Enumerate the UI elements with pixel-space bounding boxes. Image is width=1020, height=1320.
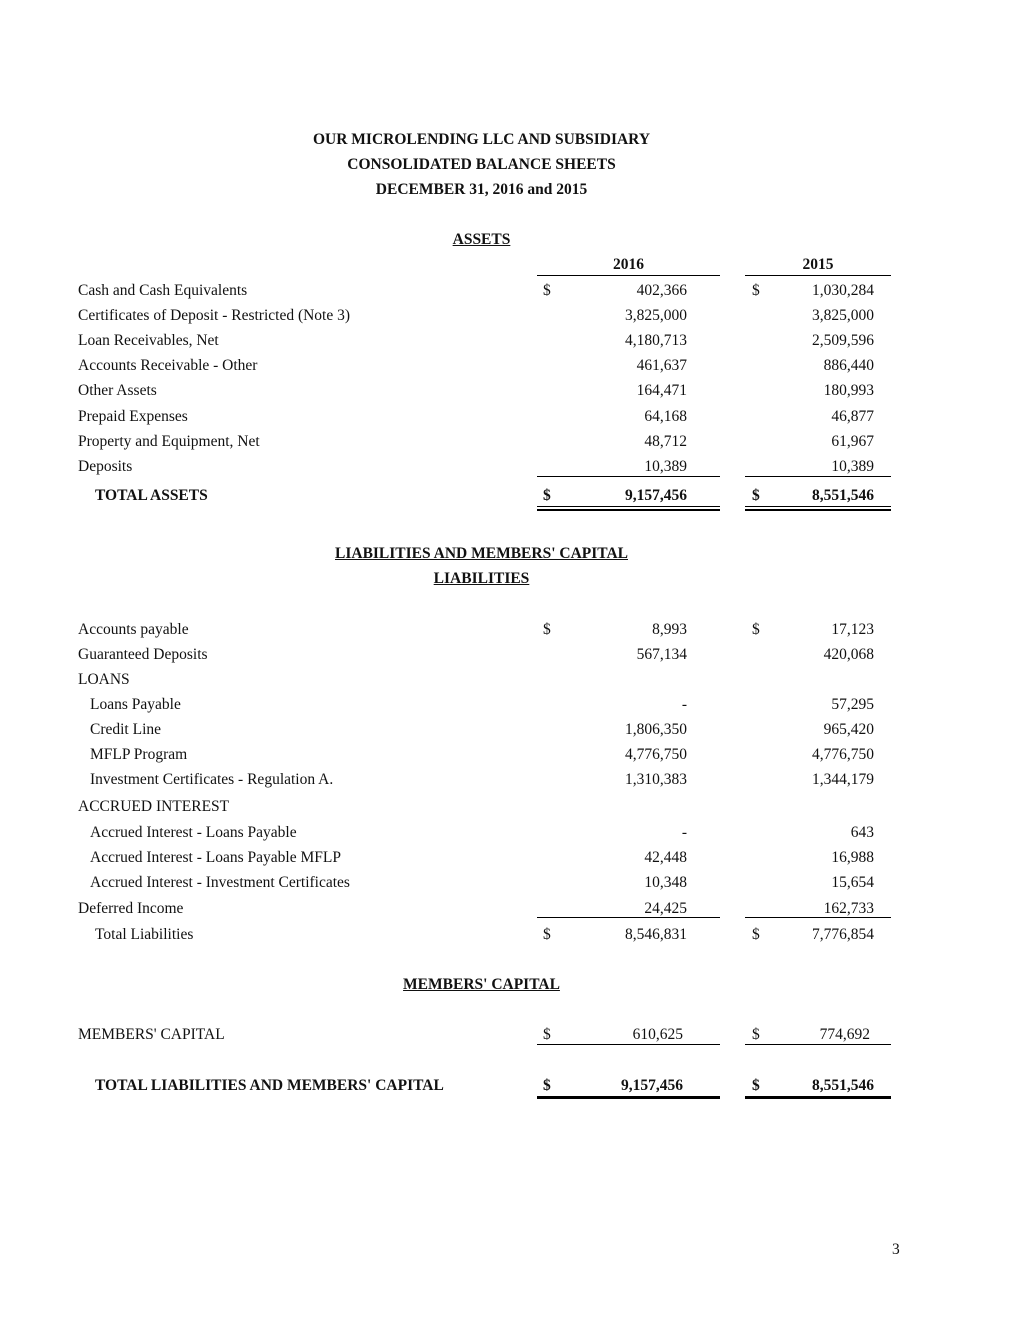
- liabilities-label: Accounts payable: [78, 621, 189, 638]
- column-header-2015: 2015: [802, 256, 834, 273]
- total-liabilities-2016: 8,546,831: [625, 926, 687, 943]
- assets-value-2015: 46,877: [831, 407, 874, 425]
- total-assets-label: TOTAL ASSETS: [95, 487, 208, 504]
- assets-value-2015: 61,967: [831, 432, 874, 450]
- total-assets-currency-2016: $: [543, 487, 551, 504]
- liabilities-subtotal-rule-2015: [745, 917, 891, 918]
- liabilities-heading: LIABILITIES: [433, 570, 530, 587]
- assets-label: Other Assets: [78, 382, 157, 400]
- total-liabilities-currency-2015: $: [752, 926, 760, 943]
- liabilities-value-2016: 1,806,350: [625, 721, 687, 738]
- liabilities-label: Loans Payable: [90, 696, 181, 713]
- statement-date: DECEMBER 31, 2016 and 2015: [375, 181, 588, 198]
- assets-subtotal-rule-2015: [745, 476, 891, 477]
- assets-label: Accounts Receivable - Other: [78, 357, 258, 375]
- grand-total-rule-2015: [745, 1096, 891, 1099]
- assets-value-2015: 3,825,000: [812, 307, 874, 325]
- members-capital-heading: MEMBERS' CAPITAL: [403, 976, 560, 993]
- grand-total-rule-2016: [537, 1096, 720, 1099]
- liabilities-value-2015: 16,988: [831, 849, 874, 866]
- members-capital-2016: 610,625: [632, 1026, 683, 1043]
- assets-label: Certificates of Deposit - Restricted (Note 3): [78, 307, 351, 325]
- assets-currency-2015: $: [752, 282, 760, 299]
- liabilities-label: Credit Line: [90, 721, 162, 738]
- liabilities-currency-2015: $: [752, 621, 760, 638]
- liabilities-label: Accrued Interest - Investment Certificates: [90, 874, 350, 891]
- liabilities-value-2015: 57,295: [831, 696, 874, 713]
- members-capital-currency-2015: $: [752, 1026, 760, 1043]
- liabilities-value-2015: 162,733: [823, 900, 874, 917]
- total-liabilities-label: Total Liabilities: [95, 926, 194, 943]
- company-name: OUR MICROLENDING LLC AND SUBSIDIARY: [312, 131, 651, 148]
- assets-value-2016: 64,168: [644, 407, 687, 425]
- liabilities-label: Investment Certificates - Regulation A.: [90, 771, 334, 788]
- assets-value-2015: 1,030,284: [812, 282, 874, 299]
- total-liabilities-2015: 7,776,854: [812, 926, 874, 943]
- grand-total-label: TOTAL LIABILITIES AND MEMBERS' CAPITAL: [95, 1077, 444, 1094]
- assets-label: Prepaid Expenses: [78, 407, 188, 425]
- grand-total-currency-2016: $: [543, 1077, 551, 1094]
- liabilities-value-2016: 10,348: [644, 874, 687, 891]
- assets-value-2016: 402,366: [636, 282, 687, 299]
- column-header-underline-2016: [537, 275, 720, 276]
- total-assets-2015: 8,551,546: [812, 487, 874, 504]
- liabilities-value-2016: 24,425: [644, 900, 687, 917]
- liabilities-value-2015: 4,776,750: [812, 746, 874, 763]
- liabilities-label: LOANS: [78, 671, 130, 688]
- assets-value-2015: 2,509,596: [812, 332, 874, 350]
- liabilities-label: MFLP Program: [90, 746, 188, 763]
- liabilities-value-2016: 1,310,383: [625, 771, 687, 788]
- assets-value-2015: 180,993: [823, 382, 874, 400]
- total-liabilities-currency-2016: $: [543, 926, 551, 943]
- assets-label: Loan Receivables, Net: [78, 332, 219, 350]
- liabilities-label: Deferred Income: [78, 900, 184, 917]
- assets-heading: ASSETS: [452, 231, 511, 248]
- liabilities-value-2016: 567,134: [636, 646, 687, 663]
- members-capital-label: MEMBERS' CAPITAL: [78, 1026, 225, 1043]
- liabilities-value-2015: 15,654: [831, 874, 874, 891]
- statement-title: CONSOLIDATED BALANCE SHEETS: [347, 156, 616, 173]
- assets-value-2016: 4,180,713: [625, 332, 687, 350]
- liabilities-capital-heading: LIABILITIES AND MEMBERS' CAPITAL: [335, 545, 628, 562]
- assets-label: Deposits: [78, 457, 133, 475]
- liabilities-label: Guaranteed Deposits: [78, 646, 208, 663]
- liabilities-label: Accrued Interest - Loans Payable: [90, 824, 297, 841]
- liabilities-label: Accrued Interest - Loans Payable MFLP: [90, 849, 341, 866]
- liabilities-value-2016: -: [681, 696, 687, 713]
- liabilities-subtotal-rule-2016: [537, 917, 720, 918]
- column-header-underline-2015: [745, 275, 891, 276]
- total-assets-2016: 9,157,456: [625, 487, 687, 504]
- assets-value-2015: 10,389: [831, 457, 874, 475]
- assets-subtotal-rule-2016: [537, 476, 720, 477]
- members-capital-rule-2015: [745, 1044, 891, 1045]
- total-assets-currency-2015: $: [752, 487, 760, 504]
- liabilities-value-2016: 42,448: [644, 849, 687, 866]
- assets-value-2015: 886,440: [823, 357, 874, 375]
- assets-label: Property and Equipment, Net: [78, 432, 260, 450]
- assets-value-2016: 48,712: [644, 432, 687, 450]
- assets-value-2016: 461,637: [636, 357, 687, 375]
- total-assets-double-rule-2016: [537, 506, 720, 511]
- liabilities-value-2015: 420,068: [823, 646, 874, 663]
- liabilities-value-2015: 965,420: [823, 721, 874, 738]
- assets-currency-2016: $: [543, 282, 551, 299]
- liabilities-value-2016: 4,776,750: [625, 746, 687, 763]
- assets-value-2016: 10,389: [644, 457, 687, 475]
- liabilities-value-2016: 8,993: [652, 621, 687, 638]
- liabilities-label: ACCRUED INTEREST: [78, 798, 230, 815]
- column-header-2016: 2016: [613, 256, 644, 273]
- page-number: 3: [892, 1241, 900, 1258]
- liabilities-value-2016: -: [681, 824, 687, 841]
- grand-total-currency-2015: $: [752, 1077, 760, 1094]
- liabilities-currency-2016: $: [543, 621, 551, 638]
- assets-value-2016: 3,825,000: [625, 307, 687, 325]
- members-capital-rule-2016: [537, 1044, 720, 1045]
- liabilities-value-2015: 1,344,179: [812, 771, 874, 788]
- grand-total-2015: 8,551,546: [812, 1077, 874, 1094]
- members-capital-currency-2016: $: [543, 1026, 551, 1043]
- members-capital-2015: 774,692: [819, 1026, 870, 1043]
- liabilities-value-2015: 17,123: [831, 621, 874, 638]
- assets-label: Cash and Cash Equivalents: [78, 282, 248, 299]
- total-assets-double-rule-2015: [745, 506, 891, 511]
- assets-value-2016: 164,471: [636, 382, 687, 400]
- liabilities-value-2015: 643: [850, 824, 874, 841]
- grand-total-2016: 9,157,456: [621, 1077, 683, 1094]
